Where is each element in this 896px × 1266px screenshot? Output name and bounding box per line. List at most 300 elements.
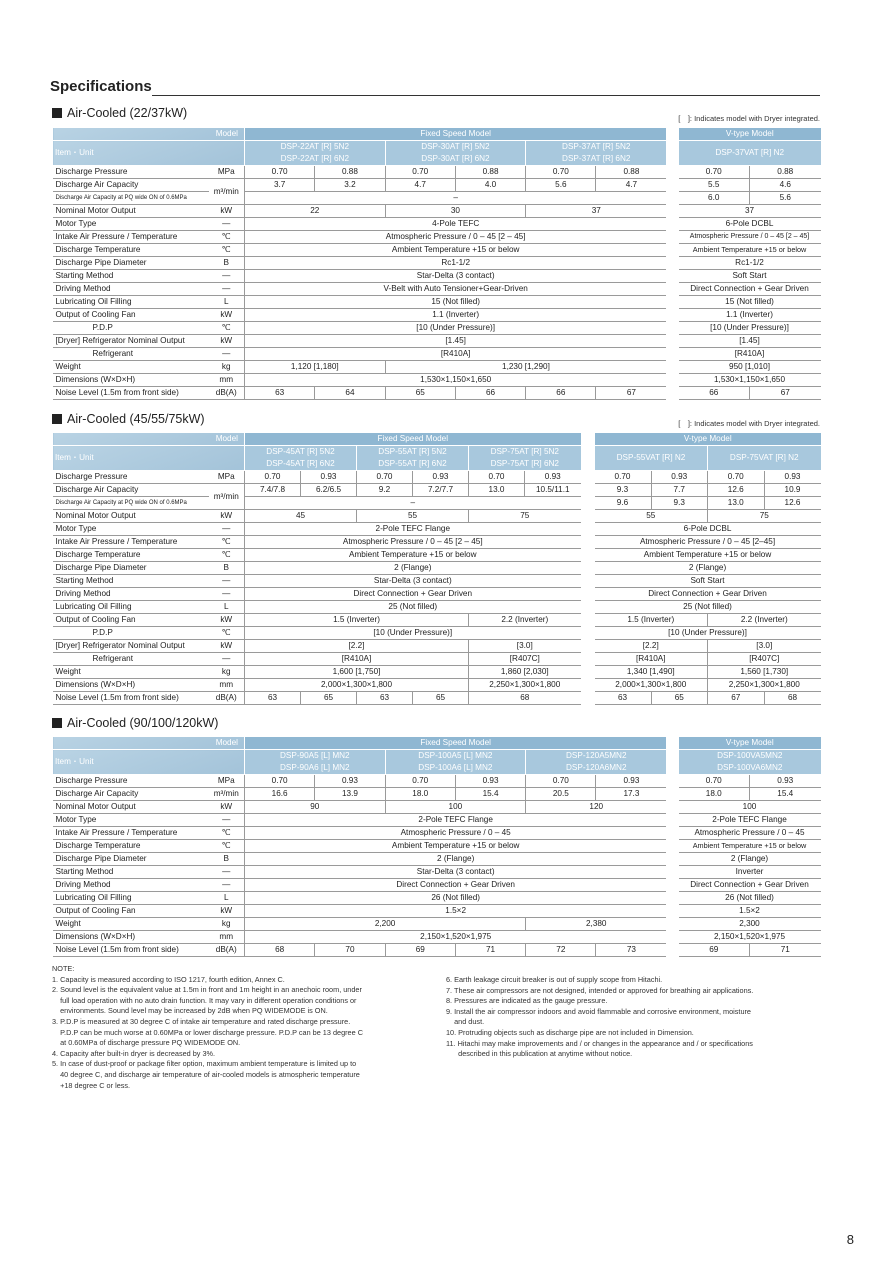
table-row [53, 309, 667, 322]
cell-text: DSP-120A6MN2 [565, 763, 627, 772]
note-item: 1. Capacity is measured according to ISO 1217, fourth edition, Annex C. [52, 974, 285, 984]
cell-text: Air-Cooled (90/100/120kW) [67, 716, 219, 730]
table-cell: [3.0] [469, 640, 581, 653]
table-row [679, 944, 821, 957]
table-cell: [10 (Under Pressure)] [245, 322, 667, 335]
table-cell: Driving Method [53, 283, 209, 296]
table-row [53, 257, 667, 270]
table-row [679, 192, 821, 205]
note-item: 3. P.D.P is measured at 30 degree C of intake air temperature and rated discharge pressure. P.D.P can be much worse at 0.60MPa or lower discharge pressure. P.D.P can be 13 degree C at 0.60MPa of discharge pressure PQ WIDEMODE ON. [52, 1016, 363, 1048]
table-cell: 6.2/6.5 [301, 484, 357, 497]
table-row [53, 814, 667, 827]
table-cell: — [209, 653, 245, 666]
table-cell: Ambient Temperature +15 or below [679, 840, 821, 853]
table-row [595, 510, 821, 523]
table-cell: 13.0 [708, 497, 765, 510]
page-title: Specifications [50, 78, 152, 95]
table-row [679, 128, 821, 141]
table-row [595, 601, 821, 614]
table-cell: Ambient Temperature +15 or below [245, 244, 667, 257]
table-row [53, 348, 667, 361]
table-row [679, 270, 821, 283]
table-cell: [2.2] [595, 640, 708, 653]
table-row [595, 497, 821, 510]
table-row [53, 737, 667, 750]
table-row [679, 231, 821, 244]
cell-text: DSP-45AT [R] 5N2 [266, 447, 335, 456]
table-cell: m³/min [209, 179, 245, 205]
table-row [53, 866, 667, 879]
table-row [595, 653, 821, 666]
table-cell [245, 446, 357, 471]
table-cell: 100 [385, 801, 526, 814]
note-item: 9. Install the air compressor indoors and avoid flammable and corrosive environment, moisture and dust. [446, 1006, 751, 1027]
table-cell: Starting Method [53, 575, 209, 588]
table-row [679, 205, 821, 218]
table-row [53, 575, 581, 588]
table-row [679, 141, 821, 166]
table-cell: 1.5 (Inverter) [595, 614, 708, 627]
table-cell: ℃ [209, 549, 245, 562]
table-cell: 12.6 [764, 497, 821, 510]
table-cell: L [209, 892, 245, 905]
table-cell: [10 (Under Pressure)] [679, 322, 821, 335]
table-cell: Discharge Pressure [53, 471, 209, 484]
table-row [53, 692, 581, 705]
table-cell: 6-Pole DCBL [679, 218, 821, 231]
table-cell: Starting Method [53, 866, 209, 879]
table-row [53, 433, 581, 446]
table-cell: 68 [469, 692, 581, 705]
table-cell: DSP-55VAT [R] N2 [595, 446, 708, 471]
table-cell: kg [209, 666, 245, 679]
table-cell: DSP-75VAT [R] N2 [708, 446, 821, 471]
table-cell: 67 [708, 692, 765, 705]
table-cell: 3.2 [315, 179, 385, 192]
table-cell: 0.93 [315, 775, 385, 788]
table-cell: Noise Level (1.5m from front side) [53, 944, 209, 957]
notes-title: NOTE: [52, 964, 75, 973]
note-item: 6. Earth leakage circuit breaker is out of supply scope from Hitachi. [446, 975, 663, 984]
table-cell [385, 750, 526, 775]
table-cell: B [209, 257, 245, 270]
table-cell: Weight [53, 918, 209, 931]
table-cell: Discharge Air Capacity at PQ wide ON of 0.6MPa [53, 497, 209, 510]
table-cell: — [209, 270, 245, 283]
table-cell: 16.6 [245, 788, 315, 801]
table-cell: Discharge Temperature [53, 549, 209, 562]
table-cell: — [209, 523, 245, 536]
table-cell: Lubricating Oil Filling [53, 892, 209, 905]
table-row [53, 128, 667, 141]
table-cell: [10 (Under Pressure)] [595, 627, 821, 640]
table-cell: dB(A) [209, 692, 245, 705]
cell-text: Air-Cooled (45/55/75kW) [67, 412, 205, 426]
spec-table-22-37-vtype [678, 128, 821, 400]
table-cell: V-Belt with Auto Tensioner+Gear-Driven [245, 283, 667, 296]
section-title-90-120 [52, 716, 218, 730]
note-item: 5. In case of dust-proof or package filter option, maximum ambient temperature is limited up to 40 degree C, and discharge air temperature of air-cooled models is atmospheric temperature +18 degree C or less. [52, 1059, 360, 1090]
table-row [53, 523, 581, 536]
table-row [53, 141, 667, 166]
table-row [53, 471, 581, 484]
table-row [595, 471, 821, 484]
table-row [53, 218, 667, 231]
section-title-45-75 [52, 412, 205, 426]
table-cell: 0.70 [595, 471, 652, 484]
table-row [53, 905, 667, 918]
table-row [595, 523, 821, 536]
table-cell: mm [209, 931, 245, 944]
table-cell: P.D.P [53, 322, 209, 335]
table-cell: Intake Air Pressure / Temperature [53, 827, 209, 840]
table-row [595, 433, 821, 446]
table-cell: 2 (Flange) [245, 562, 581, 575]
table-cell: 18.0 [679, 788, 750, 801]
table-row [679, 788, 821, 801]
cell-text: DSP-75AT [R] 5N2 [490, 447, 559, 456]
table-cell: Discharge Air Capacity [53, 788, 209, 801]
table-cell: ℃ [209, 244, 245, 257]
table-row [679, 931, 821, 944]
cell-text: [Dryer] [55, 641, 81, 650]
note-item: 11. Hitachi may make improvements and / or changes in the appearance and / or specifications described in this publication at anytime without notice. [446, 1038, 753, 1059]
table-cell: Model [53, 737, 245, 750]
cell-text: DSP-37AT [R] 5N2 [562, 142, 631, 151]
table-cell: 0.88 [455, 166, 525, 179]
table-row [679, 387, 821, 400]
table-cell: kW [209, 335, 245, 348]
table-cell: [1.45] [245, 335, 667, 348]
square-bullet-icon [52, 414, 62, 424]
table-cell: Atmospheric Pressure / 0 – 45 [2–45] [595, 536, 821, 549]
table-cell: Ambient Temperature +15 or below [679, 244, 821, 257]
table-row [679, 322, 821, 335]
table-row [53, 387, 667, 400]
table-row [53, 296, 667, 309]
table-cell: 63 [245, 692, 301, 705]
table-cell: 0.70 [708, 471, 765, 484]
table-cell: 37 [679, 205, 821, 218]
table-cell: MPa [209, 775, 245, 788]
table-cell: 0.70 [526, 775, 596, 788]
table-cell: 75 [708, 510, 821, 523]
section-title-22-37 [52, 106, 187, 120]
table-row [679, 335, 821, 348]
table-cell: 5.6 [526, 179, 596, 192]
table-cell: 0.93 [596, 775, 666, 788]
table-cell: kW [209, 801, 245, 814]
model-name [526, 141, 667, 166]
table-cell [469, 446, 581, 471]
table-cell: 18.0 [385, 788, 455, 801]
model-header: Model [53, 128, 245, 141]
table-cell: 7.7 [651, 484, 708, 497]
table-row [679, 737, 821, 750]
table-cell: 0.70 [245, 775, 315, 788]
table-row [53, 801, 667, 814]
table-cell: 0.93 [301, 471, 357, 484]
cell-text: DSP-120A5MN2 [565, 751, 627, 760]
table-cell: Discharge Air Capacity [53, 179, 209, 192]
table-cell: 20.5 [526, 788, 596, 801]
table-cell: — [209, 588, 245, 601]
table-cell: Star-Delta (3 contact) [245, 270, 667, 283]
table-cell: Discharge Temperature [53, 244, 209, 257]
table-cell: V-type Model [679, 128, 821, 141]
table-cell: [3.0] [708, 640, 821, 653]
table-cell: 63 [245, 387, 315, 400]
table-cell: 1,120 [1,180] [245, 361, 386, 374]
table-cell: 26 (Not filled) [245, 892, 667, 905]
table-cell: kW [209, 309, 245, 322]
table-cell: 55 [595, 510, 708, 523]
table-cell: 0.70 [679, 775, 750, 788]
table-cell: 67 [596, 387, 666, 400]
table-cell: 66 [526, 387, 596, 400]
table-cell: — [209, 866, 245, 879]
table-row [53, 931, 667, 944]
notes-right [446, 975, 826, 1060]
table-cell: 120 [526, 801, 667, 814]
table-cell: — [209, 814, 245, 827]
table-cell: 10.5/11.1 [525, 484, 581, 497]
table-cell: 2.2 (Inverter) [708, 614, 821, 627]
cell-text: DSP-100VA5MN2 [717, 751, 783, 760]
table-cell: 100 [679, 801, 821, 814]
fixed-speed-header: Fixed Speed Model [245, 128, 667, 141]
table-cell: ℃ [209, 627, 245, 640]
table-row [53, 497, 581, 510]
table-row [53, 679, 581, 692]
table-row [53, 374, 667, 387]
table-cell: Fixed Speed Model [245, 737, 667, 750]
table-cell: m³/min [209, 484, 245, 510]
table-row [53, 892, 667, 905]
notes-left [52, 964, 432, 1091]
table-cell: Lubricating Oil Filling [53, 296, 209, 309]
table-cell: kg [209, 918, 245, 931]
item-unit-header: Item・Unit [53, 141, 245, 166]
table-cell: 9.6 [595, 497, 652, 510]
table-cell: 71 [750, 944, 821, 957]
table-cell: Rc1-1/2 [679, 257, 821, 270]
table-row [53, 270, 667, 283]
cell-text: Refrigerator Nominal Output [82, 336, 185, 345]
table-cell: 63 [595, 692, 652, 705]
table-row [53, 283, 667, 296]
table-cell: 15 (Not filled) [679, 296, 821, 309]
table-cell: Motor Type [53, 814, 209, 827]
table-row [595, 446, 821, 471]
table-cell: 0.70 [245, 471, 301, 484]
table-cell: B [209, 853, 245, 866]
table-row [53, 653, 581, 666]
table-cell: 0.70 [679, 166, 750, 179]
dryer-note: [ ]: Indicates model with Dryer integrated. [678, 419, 820, 428]
cell-text: DSP-75AT [R] 6N2 [490, 459, 559, 468]
table-row [679, 374, 821, 387]
table-cell: 5.5 [679, 179, 750, 192]
table-cell: MPa [209, 166, 245, 179]
table-cell: 1,230 [1,290] [385, 361, 666, 374]
table-cell: V-type Model [679, 737, 821, 750]
table-cell: 2.2 (Inverter) [469, 614, 581, 627]
table-cell: Atmospheric Pressure / 0 – 45 [679, 827, 821, 840]
table-row [679, 218, 821, 231]
table-cell: 15.4 [750, 788, 821, 801]
table-cell: Star-Delta (3 contact) [245, 866, 667, 879]
table-row [53, 627, 581, 640]
table-row [595, 562, 821, 575]
page-number: 8 [846, 1232, 854, 1247]
table-row [679, 853, 821, 866]
table-cell: kW [209, 614, 245, 627]
table-cell: 72 [526, 944, 596, 957]
cell-text: DSP-22AT [R] 5N2 [280, 142, 349, 151]
table-row [53, 446, 581, 471]
table-cell: 2,150×1,520×1,975 [245, 931, 667, 944]
table-cell: 65 [301, 692, 357, 705]
table-row [53, 549, 581, 562]
table-cell: Driving Method [53, 588, 209, 601]
table-cell: Intake Air Pressure / Temperature [53, 536, 209, 549]
table-row [595, 575, 821, 588]
table-cell: Discharge Pipe Diameter [53, 257, 209, 270]
table-row [53, 601, 581, 614]
cell-text: Air-Cooled (22/37kW) [67, 106, 188, 120]
table-cell: 71 [455, 944, 525, 957]
table-cell: ℃ [209, 322, 245, 335]
table-cell: [R410A] [245, 653, 469, 666]
table-cell: 2,250×1,300×1,800 [469, 679, 581, 692]
table-cell: Noise Level (1.5m from front side) [53, 387, 209, 400]
table-cell: Refrigerant [53, 653, 209, 666]
table-cell: 22 [245, 205, 386, 218]
table-cell: — [209, 575, 245, 588]
table-cell: 0.70 [245, 166, 315, 179]
table-cell: – [245, 497, 581, 510]
table-cell: 90 [245, 801, 386, 814]
table-cell: 1,340 [1,490] [595, 666, 708, 679]
table-row [679, 866, 821, 879]
table-cell: Soft Start [595, 575, 821, 588]
table-cell: Discharge Pipe Diameter [53, 562, 209, 575]
table-row [679, 166, 821, 179]
table-cell: Nominal Motor Output [53, 510, 209, 523]
cell-text: [Dryer] [55, 336, 81, 345]
table-cell: mm [209, 374, 245, 387]
table-row [53, 231, 667, 244]
table-cell: Discharge Pipe Diameter [53, 853, 209, 866]
cell-text: DSP-100VA6MN2 [717, 763, 783, 772]
table-cell: 9.3 [651, 497, 708, 510]
table-cell: ℃ [209, 840, 245, 853]
table-cell: 70 [315, 944, 385, 957]
table-cell: 4.0 [455, 179, 525, 192]
table-cell: 7.4/7.8 [245, 484, 301, 497]
table-cell: 0.93 [413, 471, 469, 484]
table-row [595, 666, 821, 679]
table-cell: kW [209, 205, 245, 218]
table-cell: [R410A] [595, 653, 708, 666]
table-row [53, 166, 667, 179]
table-cell: 0.93 [525, 471, 581, 484]
table-cell: 0.70 [469, 471, 525, 484]
table-cell: 2,150×1,520×1,975 [679, 931, 821, 944]
table-cell: 65 [651, 692, 708, 705]
table-row [53, 322, 667, 335]
spec-table-45-75-vtype [594, 433, 821, 705]
table-cell: Atmospheric Pressure / 0 – 45 [2 – 45] [679, 231, 821, 244]
table-cell: 1,530×1,150×1,650 [245, 374, 667, 387]
table-cell: Discharge Air Capacity [53, 484, 209, 497]
table-cell: mm [209, 679, 245, 692]
table-cell: 2,000×1,300×1,800 [245, 679, 469, 692]
table-cell: 4.7 [596, 179, 666, 192]
table-cell: 69 [385, 944, 455, 957]
table-row [53, 853, 667, 866]
table-cell: Atmospheric Pressure / 0 – 45 [245, 827, 667, 840]
table-cell: Weight [53, 361, 209, 374]
table-cell: 68 [245, 944, 315, 957]
table-row [679, 296, 821, 309]
table-row [679, 361, 821, 374]
table-cell: Output of Cooling Fan [53, 309, 209, 322]
table-row [679, 283, 821, 296]
table-row [679, 775, 821, 788]
table-cell: 1,530×1,150×1,650 [679, 374, 821, 387]
cell-text: DSP-30AT [R] 5N2 [421, 142, 490, 151]
table-cell: 30 [385, 205, 526, 218]
table-cell: kW [209, 640, 245, 653]
table-cell: 1,560 [1,730] [708, 666, 821, 679]
table-cell: 63 [357, 692, 413, 705]
table-cell: P.D.P [53, 627, 209, 640]
note-item: 8. Pressures are indicated as the gauge pressure. [446, 996, 608, 1006]
table-cell [679, 750, 821, 775]
table-row [679, 801, 821, 814]
table-cell: Ambient Temperature +15 or below [245, 549, 581, 562]
spec-table-45-75-fixed [52, 433, 581, 705]
table-cell: m³/min [209, 788, 245, 801]
table-cell: Weight [53, 666, 209, 679]
table-cell: kW [209, 905, 245, 918]
spec-table-90-120-vtype [678, 737, 821, 957]
table-cell: — [209, 348, 245, 361]
table-row [595, 536, 821, 549]
table-cell: 2-Pole TEFC Flange [245, 814, 667, 827]
table-cell: Noise Level (1.5m from front side) [53, 692, 209, 705]
table-row [595, 679, 821, 692]
table-cell: 68 [764, 692, 821, 705]
table-cell: 0.93 [455, 775, 525, 788]
model-name [385, 141, 526, 166]
table-cell: B [209, 562, 245, 575]
table-cell: 2 (Flange) [595, 562, 821, 575]
table-cell: 1.5×2 [245, 905, 667, 918]
table-cell: 66 [455, 387, 525, 400]
table-cell: 2-Pole TEFC Flange [245, 523, 581, 536]
table-cell: 5.6 [750, 192, 821, 205]
table-cell: Dimensions (W×D×H) [53, 931, 209, 944]
table-cell: 37 [526, 205, 667, 218]
table-cell: 2,250×1,300×1,800 [708, 679, 821, 692]
table-cell: Discharge Pressure [53, 775, 209, 788]
table-row [53, 827, 667, 840]
cell-text: DSP-100A6 [L] MN2 [418, 763, 493, 772]
table-cell: ℃ [209, 827, 245, 840]
